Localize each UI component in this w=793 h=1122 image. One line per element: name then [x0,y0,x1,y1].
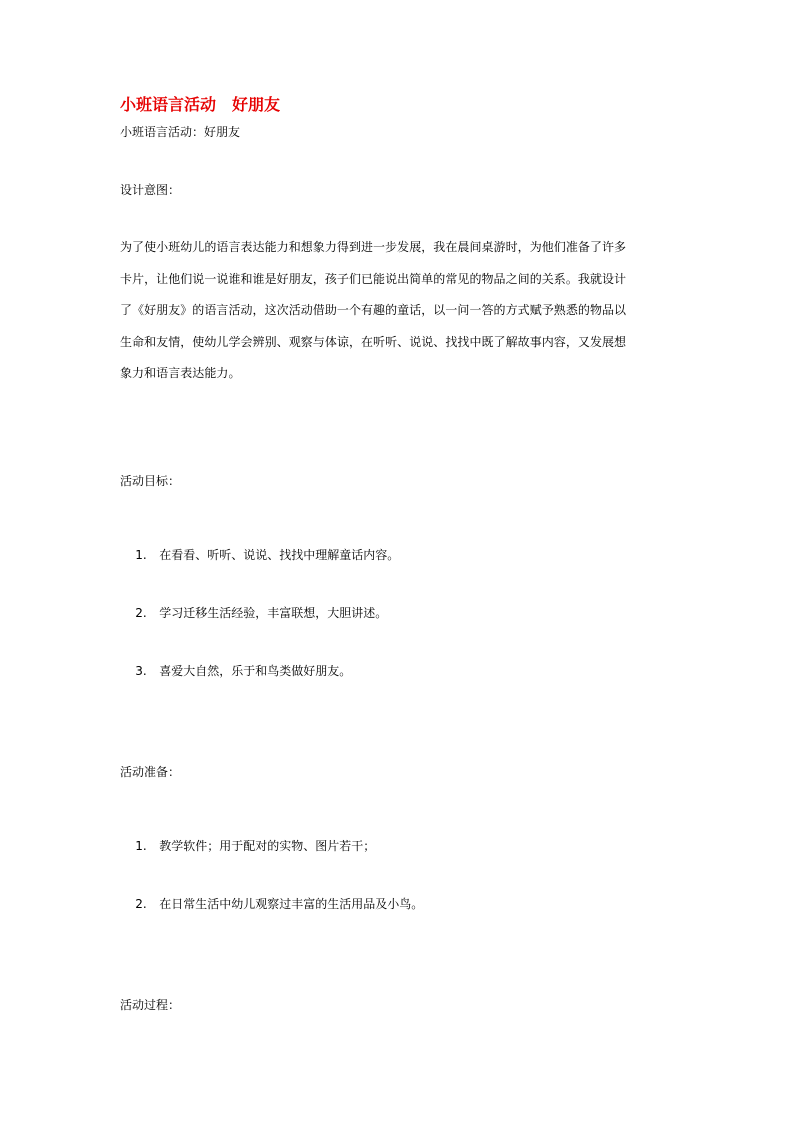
design-line: 为了使小班幼儿的语言表达能力和想象力得到进一步发展，我在晨间桌游时，为他们准备了许多 [120,240,627,254]
goal-number: 1. [135,548,147,562]
document-subtitle: 小班语言活动：好朋友 [120,125,241,139]
prep-text: 在日常生活中幼儿观察过丰富的生活用品及小鸟。 [159,897,424,911]
goal-item [120,589,387,637]
goal-number: 2. [135,606,147,620]
goal-number: 3. [135,664,147,678]
prep-number: 1. [135,839,147,853]
document-title: 小班语言活动 好朋友 [120,95,281,114]
prep-heading: 活动准备： [120,765,181,779]
prep-item [120,880,423,928]
prep-item [120,822,375,870]
goals-heading: 活动目标： [120,474,181,488]
design-line: 了《好朋友》的语言活动，这次活动借助一个有趣的童话，以一问一答的方式赋予熟悉的物品以 [120,303,627,317]
design-paragraph [120,232,675,390]
design-line: 生命和友情，使幼儿学会辨别、观察与体谅，在听听、说说、找找中既了解故事内容，又发展想 [120,334,627,349]
goal-item [120,647,351,695]
goal-text: 在看看、听听、说说、找找中理解童话内容。 [159,548,400,562]
process-heading: 活动过程： [120,998,181,1012]
design-line: 卡片，让他们说一说谁和谁是好朋友，孩子们已能说出简单的常见的物品之间的关系。我就设计 [120,271,627,286]
goal-text: 学习迁移生活经验，丰富联想，大胆讲述。 [159,606,388,620]
design-heading: 设计意图： [120,183,181,197]
design-line: 象力和语言表达能力。 [120,366,241,380]
goal-text: 喜爱大自然，乐于和鸟类做好朋友。 [159,664,352,678]
prep-text: 教学软件；用于配对的实物、图片若干； [159,839,376,853]
prep-number: 2. [135,897,147,911]
goal-item [120,531,399,579]
